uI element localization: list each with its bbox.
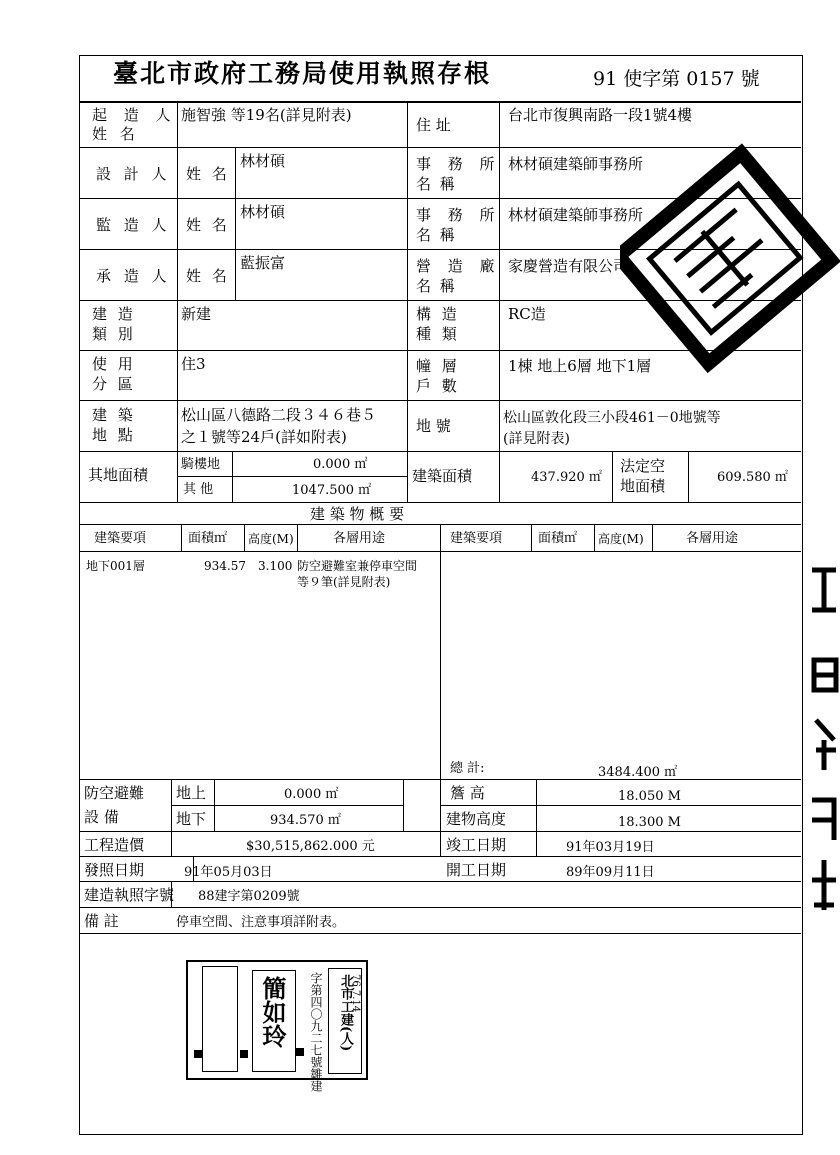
lot-value-2: (詳見附表) — [503, 431, 570, 447]
remark-value: 停車空間、注意事項詳附表。 — [176, 915, 346, 930]
below-ground-label: 地下 — [176, 810, 207, 828]
contractor-value: 藍振富 — [240, 254, 286, 272]
summary-title: 建 築 物 概 要 — [310, 505, 405, 523]
grid-line — [79, 933, 801, 934]
grid-line — [536, 779, 537, 857]
completion-date-value: 91年03月19日 — [566, 840, 655, 855]
floors-label-2: 戶 數 — [416, 377, 460, 395]
below-ground-value: 934.570 ㎡ — [270, 813, 341, 828]
address-label: 住 址 — [416, 116, 451, 134]
grid-line — [407, 101, 408, 502]
seal-date: 76.7.14 — [350, 974, 361, 1013]
location-value-2: 之１號等24戶(詳如附表) — [181, 428, 347, 446]
other-area-label: 其地面積 — [88, 466, 149, 484]
seal-office: 北市工建(人) — [338, 974, 353, 1052]
license-number: 91 使字第 0157 號 — [593, 68, 760, 90]
edge-characters-graphic — [806, 560, 840, 920]
lot-value: 松山區敦化段三小段461－0地號等 — [503, 410, 721, 426]
issue-date-value: 91年05月03日 — [184, 865, 273, 880]
supervisor-office-label: 事 務 所 — [416, 206, 501, 224]
designer-name-label: 姓 名 — [186, 165, 230, 183]
eave-label: 簷 高 — [450, 784, 485, 802]
grid-line — [531, 524, 532, 551]
col-area-right: 面積㎡ — [538, 531, 578, 546]
grid-line — [297, 524, 298, 551]
grid-line — [652, 524, 653, 551]
contractor-office-label: 營 造 廠 — [416, 257, 501, 275]
designer-office-label-2: 名 稱 — [416, 175, 457, 193]
shelter-label: 防空避難 — [84, 784, 145, 802]
contractor-label: 承 造 人 — [96, 267, 171, 285]
col-area-left: 面積㎡ — [188, 531, 228, 546]
seal-mark — [194, 1050, 202, 1058]
seal-name: 簡如玲 — [258, 976, 287, 1048]
build-type-value: 新建 — [181, 305, 212, 323]
grid-line — [440, 779, 441, 857]
col-height-left: 高度(M) — [248, 532, 294, 546]
seal-number: 字第四〇九二七號雛建 — [309, 972, 323, 1092]
location-value: 松山區八德路二段３４６巷５ — [181, 406, 377, 424]
other-sub-label: 其 他 — [183, 482, 214, 497]
issue-date-label: 發照日期 — [84, 861, 145, 879]
legal-open-label: 法定空 — [620, 457, 666, 475]
grid-line — [181, 524, 182, 551]
floor-area: 934.57 — [204, 559, 246, 573]
builder-label-2: 姓 名 — [92, 125, 139, 143]
building-height-value: 18.300 M — [618, 815, 681, 830]
structure-label-2: 種 類 — [416, 325, 460, 343]
building-height-label: 建物高度 — [446, 810, 507, 828]
seal-mark — [240, 1050, 248, 1058]
grid-line — [79, 907, 801, 908]
structure-label: 構 造 — [416, 305, 460, 323]
use-zone-label-2: 分 區 — [92, 375, 136, 393]
col-use-left: 各層用途 — [333, 531, 386, 546]
diagonal-stamp-graphic — [620, 100, 840, 460]
total-value: 3484.400 ㎡ — [598, 765, 678, 780]
legal-open-value: 609.580 ㎡ — [717, 470, 788, 485]
contractor-name-label: 姓 名 — [186, 267, 230, 285]
grid-line — [177, 101, 178, 502]
designer-office-label: 事 務 所 — [416, 155, 501, 173]
contractor-office-label-2: 名 稱 — [416, 277, 457, 295]
floors-label: 幢 層 — [416, 357, 460, 375]
legal-open-label-2: 地面積 — [620, 477, 666, 495]
designer-label: 設 計 人 — [96, 165, 171, 183]
col-height-right: 高度(M) — [598, 532, 644, 546]
builder-value: 施智強 等19名(詳見附表) — [181, 106, 352, 124]
grid-line — [235, 147, 236, 300]
shelter-label-2: 設 備 — [84, 808, 119, 826]
supervisor-office-label-2: 名 稱 — [416, 226, 457, 244]
location-label: 建 築 — [92, 406, 136, 424]
grid-line — [79, 502, 801, 503]
col-use-right: 各層用途 — [686, 531, 739, 546]
grid-line — [612, 451, 613, 502]
grid-line — [403, 779, 404, 831]
col-item-right: 建築要項 — [450, 531, 503, 546]
build-type-label-2: 類 別 — [92, 325, 136, 343]
permit-no-label: 建造執照字號 — [84, 886, 175, 904]
start-date-label: 開工日期 — [446, 861, 507, 879]
seal-mark — [296, 1048, 304, 1056]
grid-line — [171, 805, 403, 806]
cost-label: 工程造價 — [84, 836, 145, 854]
official-seal — [186, 960, 368, 1092]
use-zone-label: 使 用 — [92, 355, 136, 373]
eave-value: 18.050 M — [618, 789, 681, 804]
building-area-label: 建築面積 — [412, 467, 473, 485]
building-area-value: 437.920 ㎡ — [531, 470, 602, 485]
above-ground-label: 地上 — [176, 784, 207, 802]
floor-use: 防空避難室兼停車空間 — [297, 559, 418, 573]
builder-label: 起 造 人 — [92, 106, 177, 124]
grid-line — [177, 476, 407, 477]
total-label: 總 計: — [450, 761, 485, 776]
location-label-2: 地 點 — [92, 426, 136, 444]
form-title: 臺北市政府工務局使用執照存根 — [113, 59, 492, 88]
supervisor-value: 林材碩 — [240, 203, 286, 221]
designer-office-value: 林材碩建築師事務所 — [508, 155, 644, 173]
grid-line — [214, 779, 215, 831]
arcade-label: 騎樓地 — [181, 457, 221, 472]
seal-column — [202, 966, 238, 1072]
above-ground-value: 0.000 ㎡ — [284, 787, 339, 802]
structure-value: RC造 — [508, 305, 546, 323]
build-type-label: 建 造 — [92, 305, 136, 323]
grid-line — [594, 524, 595, 551]
designer-value: 林材碩 — [240, 152, 286, 170]
floor-use-2: 等９筆(詳見附表) — [297, 575, 391, 589]
grid-line — [171, 779, 172, 857]
lot-label: 地 號 — [416, 417, 451, 435]
other-sub-value: 1047.500 ㎡ — [292, 483, 372, 498]
floor-item: 地下001層 — [86, 559, 145, 573]
address-value: 台北市復興南路一段1號4樓 — [508, 106, 693, 124]
col-item-left: 建築要項 — [94, 531, 147, 546]
supervisor-label: 監 造 人 — [96, 216, 171, 234]
grid-line — [440, 524, 441, 779]
contractor-office-value: 家慶營造有限公司 — [508, 257, 629, 275]
completion-date-label: 竣工日期 — [446, 836, 507, 854]
start-date-value: 89年09月11日 — [566, 865, 655, 880]
use-zone-value: 住3 — [181, 355, 206, 373]
supervisor-name-label: 姓 名 — [186, 216, 230, 234]
arcade-value: 0.000 ㎡ — [313, 457, 368, 472]
floors-value: 1棟 地上6層 地下1層 — [508, 357, 652, 375]
permit-no-value: 88建字第0209號 — [198, 889, 300, 904]
supervisor-office-value: 林材碩建築師事務所 — [508, 206, 644, 224]
grid-line — [244, 524, 245, 551]
remark-label: 備 註 — [84, 912, 119, 930]
floor-height: 3.100 — [258, 559, 293, 573]
cost-value: $30,515,862.000 元 — [246, 839, 375, 854]
